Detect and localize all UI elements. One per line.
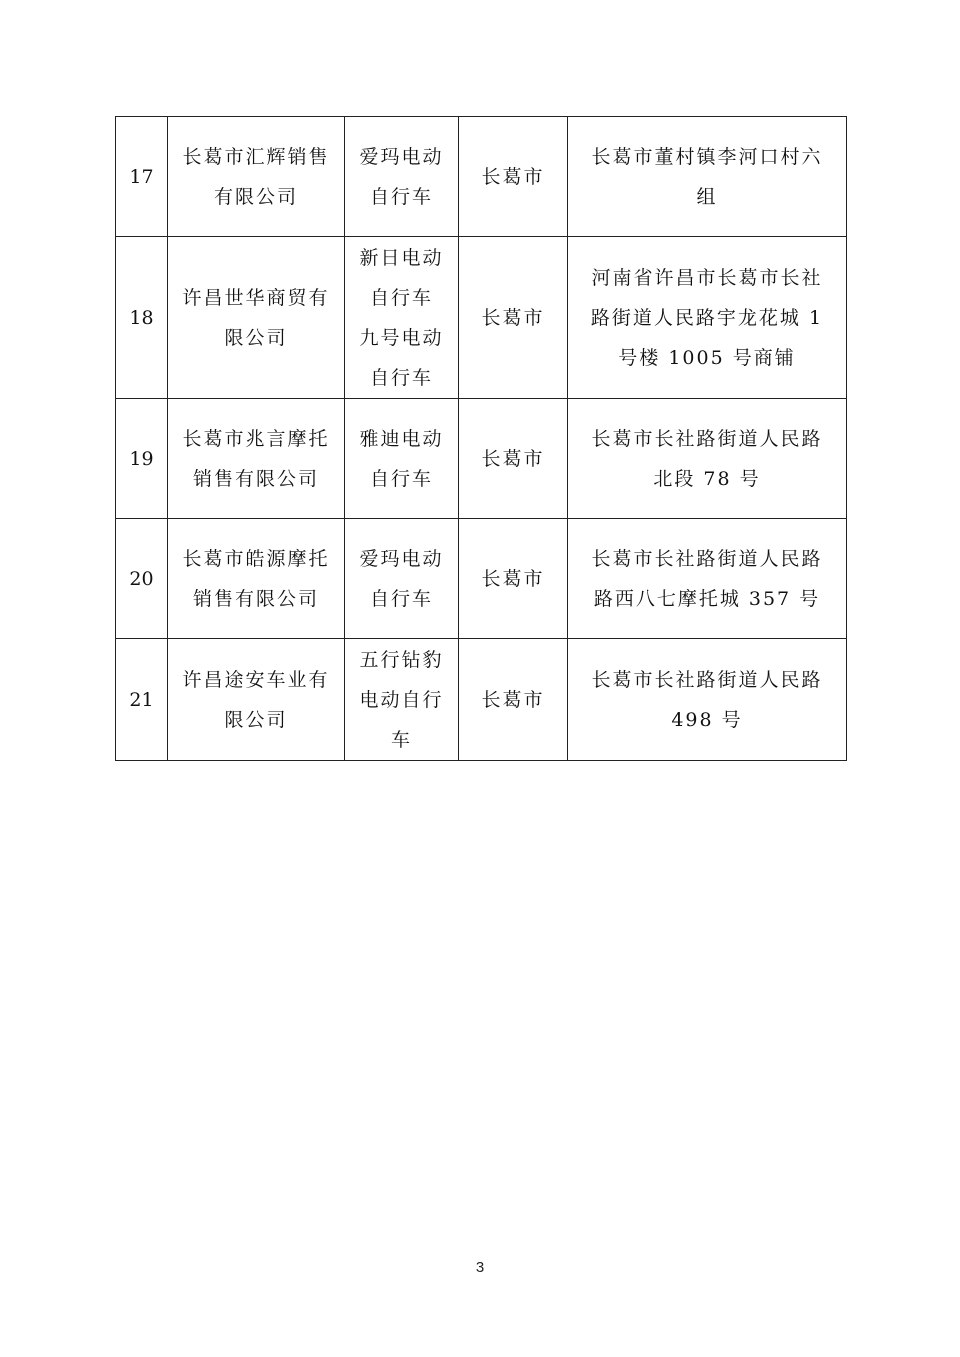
- company-cell: 长葛市皓源摩托 销售有限公司: [168, 519, 345, 639]
- brand-cell: 爱玛电动 自行车: [345, 117, 459, 237]
- row-number: 18: [116, 237, 168, 399]
- company-cell: 长葛市汇辉销售 有限公司: [168, 117, 345, 237]
- company-cell: 许昌途安车业有 限公司: [168, 639, 345, 761]
- city-cell: 长葛市: [459, 639, 568, 761]
- company-cell: 长葛市兆言摩托 销售有限公司: [168, 399, 345, 519]
- city-cell: 长葛市: [459, 117, 568, 237]
- city-cell: 长葛市: [459, 237, 568, 399]
- row-number: 20: [116, 519, 168, 639]
- brand-cell: 五行钻豹 电动自行 车: [345, 639, 459, 761]
- brand-cell: 新日电动 自行车 九号电动 自行车: [345, 237, 459, 399]
- brand-cell: 爱玛电动 自行车: [345, 519, 459, 639]
- brand-cell: 雅迪电动 自行车: [345, 399, 459, 519]
- city-cell: 长葛市: [459, 519, 568, 639]
- row-number: 21: [116, 639, 168, 761]
- row-number: 19: [116, 399, 168, 519]
- dealer-table: [115, 116, 847, 761]
- address-cell: 长葛市长社路街道人民路 北段 78 号: [568, 399, 847, 519]
- address-cell: 河南省许昌市长葛市长社 路街道人民路宇龙花城 1 号楼 1005 号商铺: [568, 237, 847, 399]
- table-row: [116, 117, 847, 237]
- table-row: [116, 399, 847, 519]
- address-cell: 长葛市长社路街道人民路 498 号: [568, 639, 847, 761]
- table-row: [116, 519, 847, 639]
- address-cell: 长葛市长社路街道人民路 路西八七摩托城 357 号: [568, 519, 847, 639]
- table-row: [116, 639, 847, 761]
- table-row: [116, 237, 847, 399]
- page-number: 3: [475, 1259, 485, 1276]
- company-cell: 许昌世华商贸有 限公司: [168, 237, 345, 399]
- address-cell: 长葛市董村镇李河口村六 组: [568, 117, 847, 237]
- city-cell: 长葛市: [459, 399, 568, 519]
- row-number: 17: [116, 117, 168, 237]
